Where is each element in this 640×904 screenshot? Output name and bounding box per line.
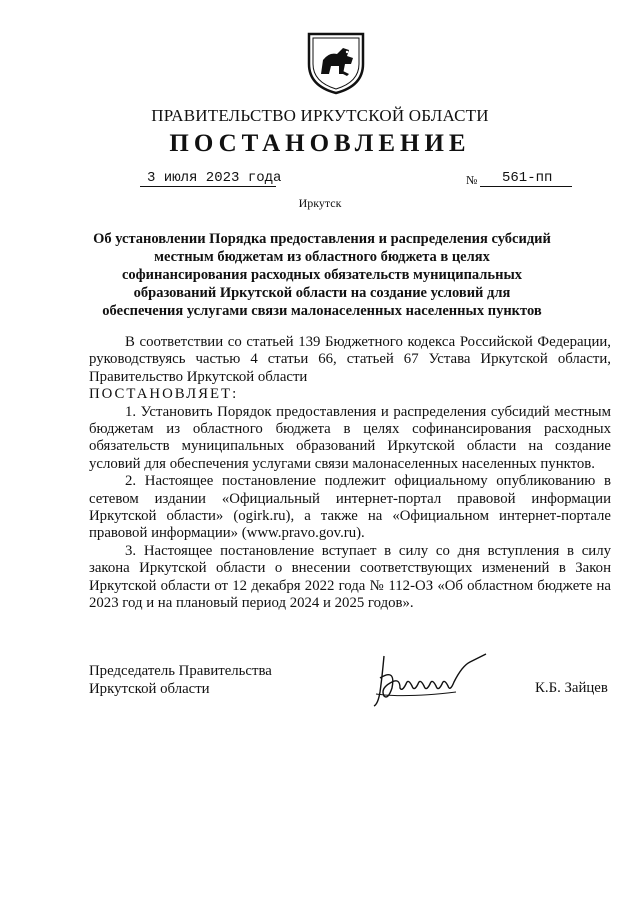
resolves-heading: ПОСТАНОВЛЯЕТ: — [89, 386, 239, 403]
number-sign: № — [466, 173, 478, 187]
city-name: Иркутск — [298, 196, 342, 210]
organization-name: ПРАВИТЕЛЬСТВО ИРКУТСКОЙ ОБЛАСТИ — [151, 106, 489, 125]
number-underline — [480, 186, 572, 187]
document-number: 561-пп — [502, 170, 553, 186]
item-2: 2. Настоящее постановление подлежит официальному опубликованию в сетевом издании «Официальный интернет-портал правовой информации Иркутской области» (ogirk.ru), а также на «Официальном интернет-портале правовой информации» (www.pravo.gov.ru). — [89, 473, 611, 542]
signer-name: К.Б. Зайцев — [535, 680, 608, 696]
signer-position-line1: Председатель Правительства — [89, 663, 272, 679]
document-body — [89, 334, 611, 613]
date-underline — [140, 186, 276, 187]
item-1: 1. Установить Порядок предоставления и распределения субсидий местным бюджетам из областного бюджета в целях софинансирования расходных обязательств муниципальных образований Иркутской области на создание условий для обеспечения услугами связи малонаселенных населенных пунктов. — [89, 403, 611, 472]
item-3: 3. Настоящее постановление вступает в силу со дня вступления в силу закона Иркутской области о внесении соответствующих изменений в Закон Иркутской области от 12 декабря 2022 года № 112-ОЗ «Об областном бюджете на 2023 год и на плановый период 2024 и 2025 годов». — [89, 542, 611, 612]
document-type: ПОСТАНОВЛЕНИЕ — [169, 130, 471, 157]
preamble: В соответствии со статьей 139 Бюджетного кодекса Российской Федерации, руководствуясь частью 4 статьи 66, статьей 67 Устава Иркутской области, Правительство Иркутской области — [89, 334, 611, 385]
handwritten-signature — [366, 648, 492, 710]
signer-position-line2: Иркутской области — [89, 681, 210, 697]
irkutsk-coat-of-arms-icon — [303, 30, 369, 96]
document-date: 3 июля 2023 года — [147, 170, 282, 186]
signer-position — [89, 662, 272, 698]
document-title: Об установлении Порядка предоставления и распределения субсидий местным бюджетам из областного бюджета в целях софинансирования расходных обязательств муниципальных образований Иркутской области на создание условий для обеспечения услугами связи малонаселенных населенных пунктов — [93, 231, 551, 319]
